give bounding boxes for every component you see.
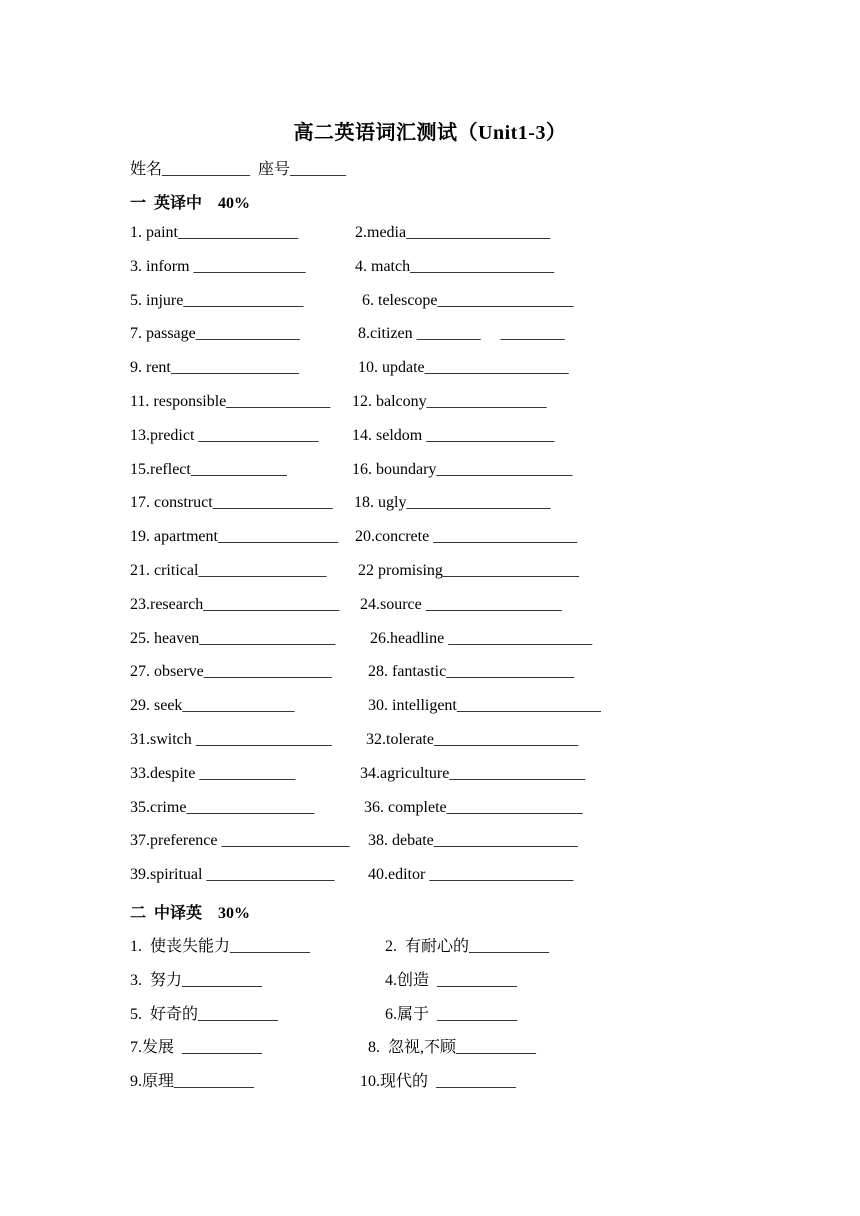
- vocab-en-cn-item[interactable]: 21. critical________________: [130, 562, 327, 579]
- page-title: 高二英语词汇测试（Unit1-3）: [293, 122, 567, 144]
- vocab-en-cn-row: [130, 832, 750, 854]
- vocab-en-cn-row: [130, 393, 750, 415]
- vocab-en-cn-item[interactable]: 26.headline __________________: [370, 629, 593, 647]
- vocab-en-cn-row: [130, 562, 750, 584]
- vocab-cn-en-row: [130, 1068, 750, 1090]
- vocab-cn-en-item[interactable]: 1. 使丧失能力__________: [130, 938, 311, 955]
- vocab-en-cn-item[interactable]: 29. seek______________: [130, 697, 295, 715]
- section-1-heading: 一 英译中 40%: [130, 195, 251, 212]
- vocab-en-cn-item[interactable]: 5. injure_______________: [130, 291, 304, 309]
- vocab-en-cn-row: [130, 596, 750, 618]
- vocab-en-cn-item[interactable]: 1. paint_______________: [130, 224, 298, 241]
- vocab-en-cn-row: [130, 427, 750, 449]
- vocab-en-cn-item[interactable]: 33.despite ____________: [130, 764, 296, 782]
- vocab-en-cn-row: [130, 866, 750, 888]
- vocab-cn-en-item[interactable]: 4.创造 __________: [385, 971, 518, 989]
- vocab-en-cn-item[interactable]: 11. responsible_____________: [130, 393, 331, 410]
- vocab-en-cn-row: [130, 494, 750, 516]
- vocab-en-cn-item[interactable]: 7. passage_____________: [130, 325, 300, 343]
- vocab-en-cn-item[interactable]: 8.citizen ________ ________: [358, 325, 565, 343]
- vocab-en-cn-item[interactable]: 2.media__________________: [355, 224, 551, 241]
- vocab-en-cn-row: [130, 630, 750, 652]
- vocab-en-cn-item[interactable]: 31.switch _________________: [130, 731, 332, 748]
- vocab-en-cn-row: [130, 224, 750, 246]
- vocab-en-cn-item[interactable]: 14. seldom ________________: [352, 426, 555, 444]
- vocab-cn-en-row: [130, 1001, 750, 1023]
- vocab-cn-en-item[interactable]: 10.现代的 __________: [360, 1073, 517, 1091]
- vocab-en-cn-row: [130, 663, 750, 685]
- vocab-cn-en-row: [130, 933, 750, 955]
- vocab-cn-en-item[interactable]: 3. 努力__________: [130, 971, 263, 989]
- vocab-en-cn-item[interactable]: 39.spiritual ________________: [130, 866, 335, 884]
- vocab-en-cn-item[interactable]: 19. apartment_______________: [130, 528, 338, 546]
- vocab-en-cn-item[interactable]: 40.editor __________________: [368, 866, 574, 884]
- vocab-en-cn-item[interactable]: 27. observe________________: [130, 663, 332, 681]
- vocab-en-cn-item[interactable]: 24.source _________________: [360, 595, 562, 613]
- vocab-en-cn-item[interactable]: 16. boundary_________________: [352, 460, 573, 478]
- vocab-en-cn-item[interactable]: 22 promising_________________: [358, 562, 579, 579]
- vocab-en-cn-item[interactable]: 28. fantastic________________: [368, 663, 575, 681]
- vocab-cn-en-row: [130, 1034, 750, 1056]
- vocab-en-cn-item[interactable]: 37.preference ________________: [130, 832, 350, 850]
- vocab-en-cn-item[interactable]: 9. rent________________: [130, 359, 299, 377]
- vocab-en-cn-item[interactable]: 35.crime________________: [130, 798, 315, 816]
- vocab-en-cn-row: [130, 731, 750, 753]
- vocab-en-cn-row: [130, 325, 750, 347]
- vocab-cn-en-item[interactable]: 9.原理__________: [130, 1073, 255, 1091]
- vocab-en-cn-item[interactable]: 23.research_________________: [130, 595, 340, 613]
- vocab-en-cn-item[interactable]: 15.reflect____________: [130, 460, 287, 478]
- vocab-en-cn-item[interactable]: 3. inform ______________: [130, 257, 306, 275]
- vocab-cn-en-item[interactable]: 5. 好奇的__________: [130, 1005, 279, 1023]
- vocab-cn-en-item[interactable]: 2. 有耐心的__________: [385, 938, 550, 955]
- vocab-en-cn-row: [130, 258, 750, 280]
- vocab-cn-en-item[interactable]: 6.属于 __________: [385, 1005, 518, 1023]
- vocab-en-cn-row: [130, 359, 750, 381]
- vocab-en-cn-row: [130, 461, 750, 483]
- vocab-en-cn-item[interactable]: 20.concrete __________________: [355, 528, 578, 546]
- vocab-en-cn-item[interactable]: 12. balcony_______________: [352, 393, 547, 410]
- section-2-heading: 二 中译英 30%: [130, 905, 251, 922]
- vocab-en-cn-item[interactable]: 4. match__________________: [355, 257, 555, 275]
- vocab-en-cn-item[interactable]: 18. ugly__________________: [354, 494, 551, 512]
- vocab-en-cn-item[interactable]: 36. complete_________________: [364, 798, 583, 816]
- vocab-en-cn-row: [130, 528, 750, 550]
- vocab-cn-en-item[interactable]: 8. 忽视,不顾__________: [368, 1039, 537, 1057]
- vocab-en-cn-item[interactable]: 17. construct_______________: [130, 494, 333, 512]
- vocab-cn-en-item[interactable]: 7.发展 __________: [130, 1039, 263, 1057]
- vocab-en-cn-item[interactable]: 30. intelligent__________________: [368, 697, 601, 715]
- vocab-en-cn-row: [130, 697, 750, 719]
- vocab-en-cn-item[interactable]: 34.agriculture_________________: [360, 764, 586, 782]
- vocab-en-cn-row: [130, 799, 750, 821]
- vocab-en-cn-item[interactable]: 32.tolerate__________________: [366, 731, 578, 748]
- vocab-en-cn-row: [130, 765, 750, 787]
- vocab-en-cn-row: [130, 292, 750, 314]
- vocab-en-cn-item[interactable]: 25. heaven_________________: [130, 629, 336, 647]
- vocab-cn-en-row: [130, 967, 750, 989]
- vocab-en-cn-item[interactable]: 38. debate__________________: [368, 832, 578, 850]
- vocab-en-cn-item[interactable]: 13.predict _______________: [130, 426, 319, 444]
- vocab-en-cn-item[interactable]: 10. update__________________: [358, 359, 569, 377]
- name-seat-row: 姓名___________ 座号_______: [130, 161, 347, 178]
- vocab-en-cn-item[interactable]: 6. telescope_________________: [362, 291, 574, 309]
